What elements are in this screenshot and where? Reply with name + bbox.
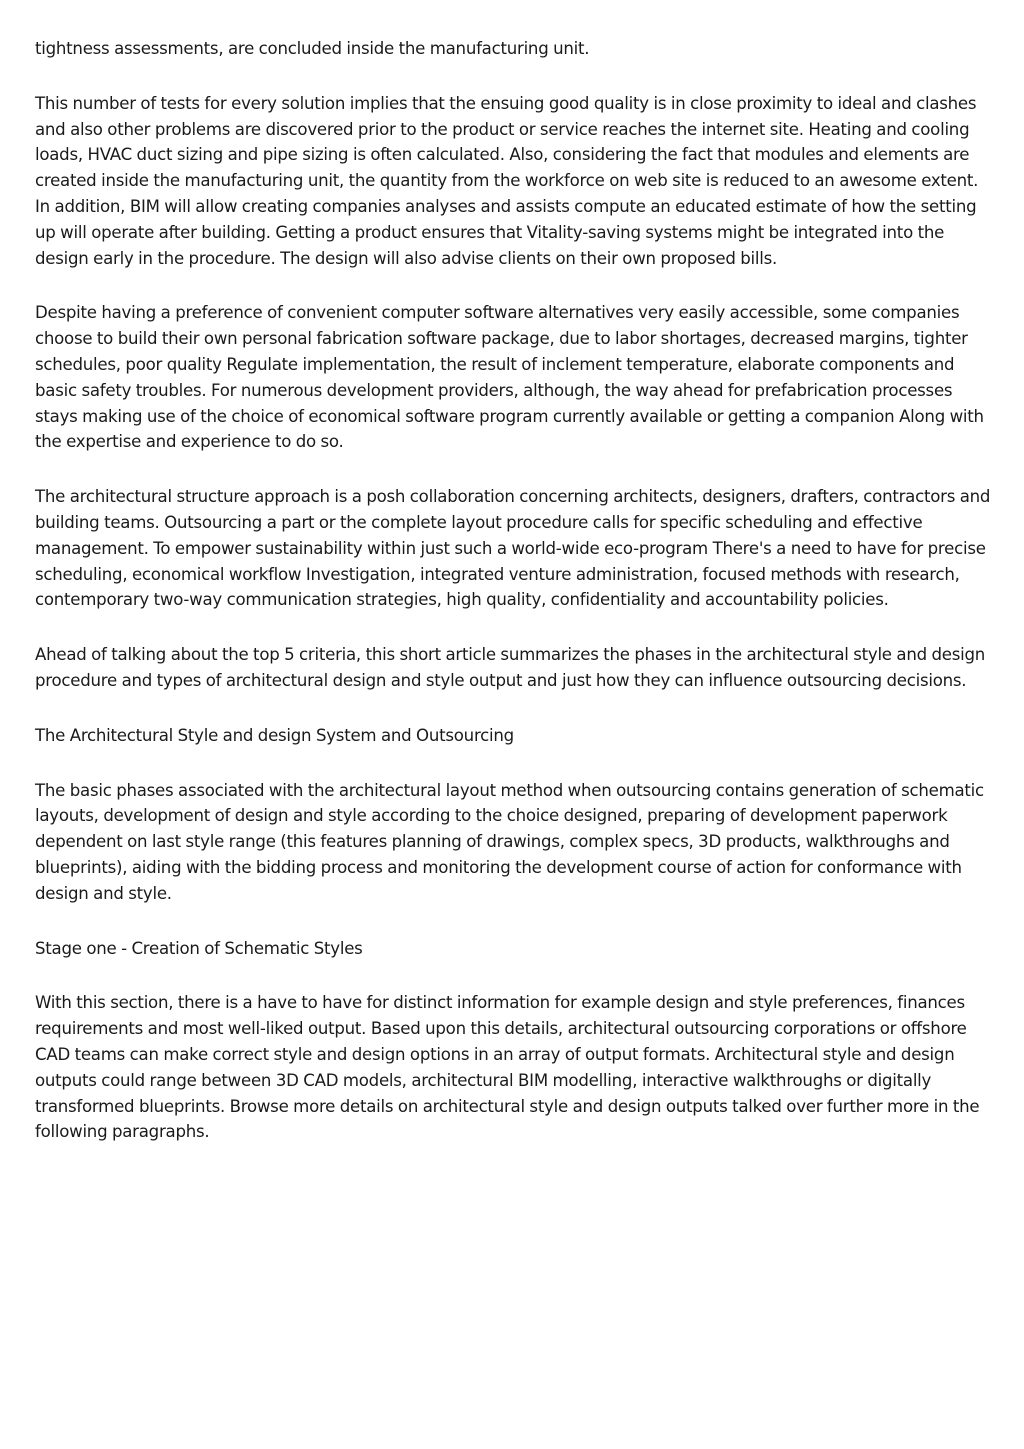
paragraph-continuation: tightness assessments, are concluded inside the manufacturing unit.: [35, 39, 590, 58]
paragraph-schematic-styles: With this section, there is a have to have for distinct information for example design and style preferences, finances requirements and most well-liked output. Based upon this details, architectural outsourcing corporations or offshore CAD teams can make correct style and design options in an array of output formats. Architectural style and design outputs could range between 3D CAD models, architectural BIM modelling, interactive walkthroughs or digitally transformed blueprints. Browse more details on architectural style and design outputs talked over further more in the following paragraphs.: [35, 993, 980, 1142]
paragraph-fabrication-software: Despite having a preference of convenient computer software alternatives very easily accessible, some companies choose to build their own personal fabrication software package, due to labor shortages, decreased margins, tighter schedules, poor quality Regulate implementation, the result of inclement temperature, elaborate components and basic safety troubles. For numerous development providers, although, the way ahead for prefabrication processes stays making use of the choice of economical software program currently available or getting a companion Along with the expertise and experience to do so.: [35, 303, 984, 452]
section-heading-stage-one: Stage one - Creation of Schematic Styles: [35, 938, 363, 958]
section-heading-outsourcing: The Architectural Style and design System and Outsourcing: [35, 725, 514, 745]
paragraph-design-collaboration: The architectural structure approach is a posh collaboration concerning architects, designers, drafters, contractors and building teams. Outsourcing a part or the complete layout procedure calls for specific scheduling and effective management. To empower sustainability within just such a world-wide eco-program There's a need to have for precise scheduling, economical workflow Investigation, integrated venture administration, focused methods with research, contemporary two-way communication strategies, high quality, confidentiality and accountability policies.: [35, 487, 991, 610]
paragraph-criteria-summary: Ahead of talking about the top 5 criteria, this short article summarizes the phases in the architectural style and design procedure and types of architectural design and style output and just how they can influence outsourcing decisions.: [35, 645, 986, 690]
paragraph-basic-phases: The basic phases associated with the architectural layout method when outsourcing contains generation of schematic layouts, development of design and style according to the choice designed, preparing of development paperwork dependent on last style range (this features planning of drawings, complex specs, 3D products, walkthroughs and blueprints), aiding with the bidding process and monitoring the development course of action for conformance with design and style.: [35, 780, 984, 903]
document-page: [35, 36, 993, 1174]
paragraph-testing-quality: This number of tests for every solution implies that the ensuing good quality is in close proximity to ideal and clashes and also other problems are discovered prior to the product or service reaches the internet site. Heating and cooling loads, HVAC duct sizing and pipe sizing is often calculated. Also, considering the fact that modules and elements are created inside the manufacturing unit, the quantity from the workforce on web site is reduced to an awesome extent. In addition, BIM will allow creating companies analyses and assists compute an educated estimate of how the setting up will operate after building. Getting a product ensures that Vitality-saving systems might be integrated into the design early in the procedure. The design will also advise clients on their own proposed bills.: [35, 93, 979, 268]
